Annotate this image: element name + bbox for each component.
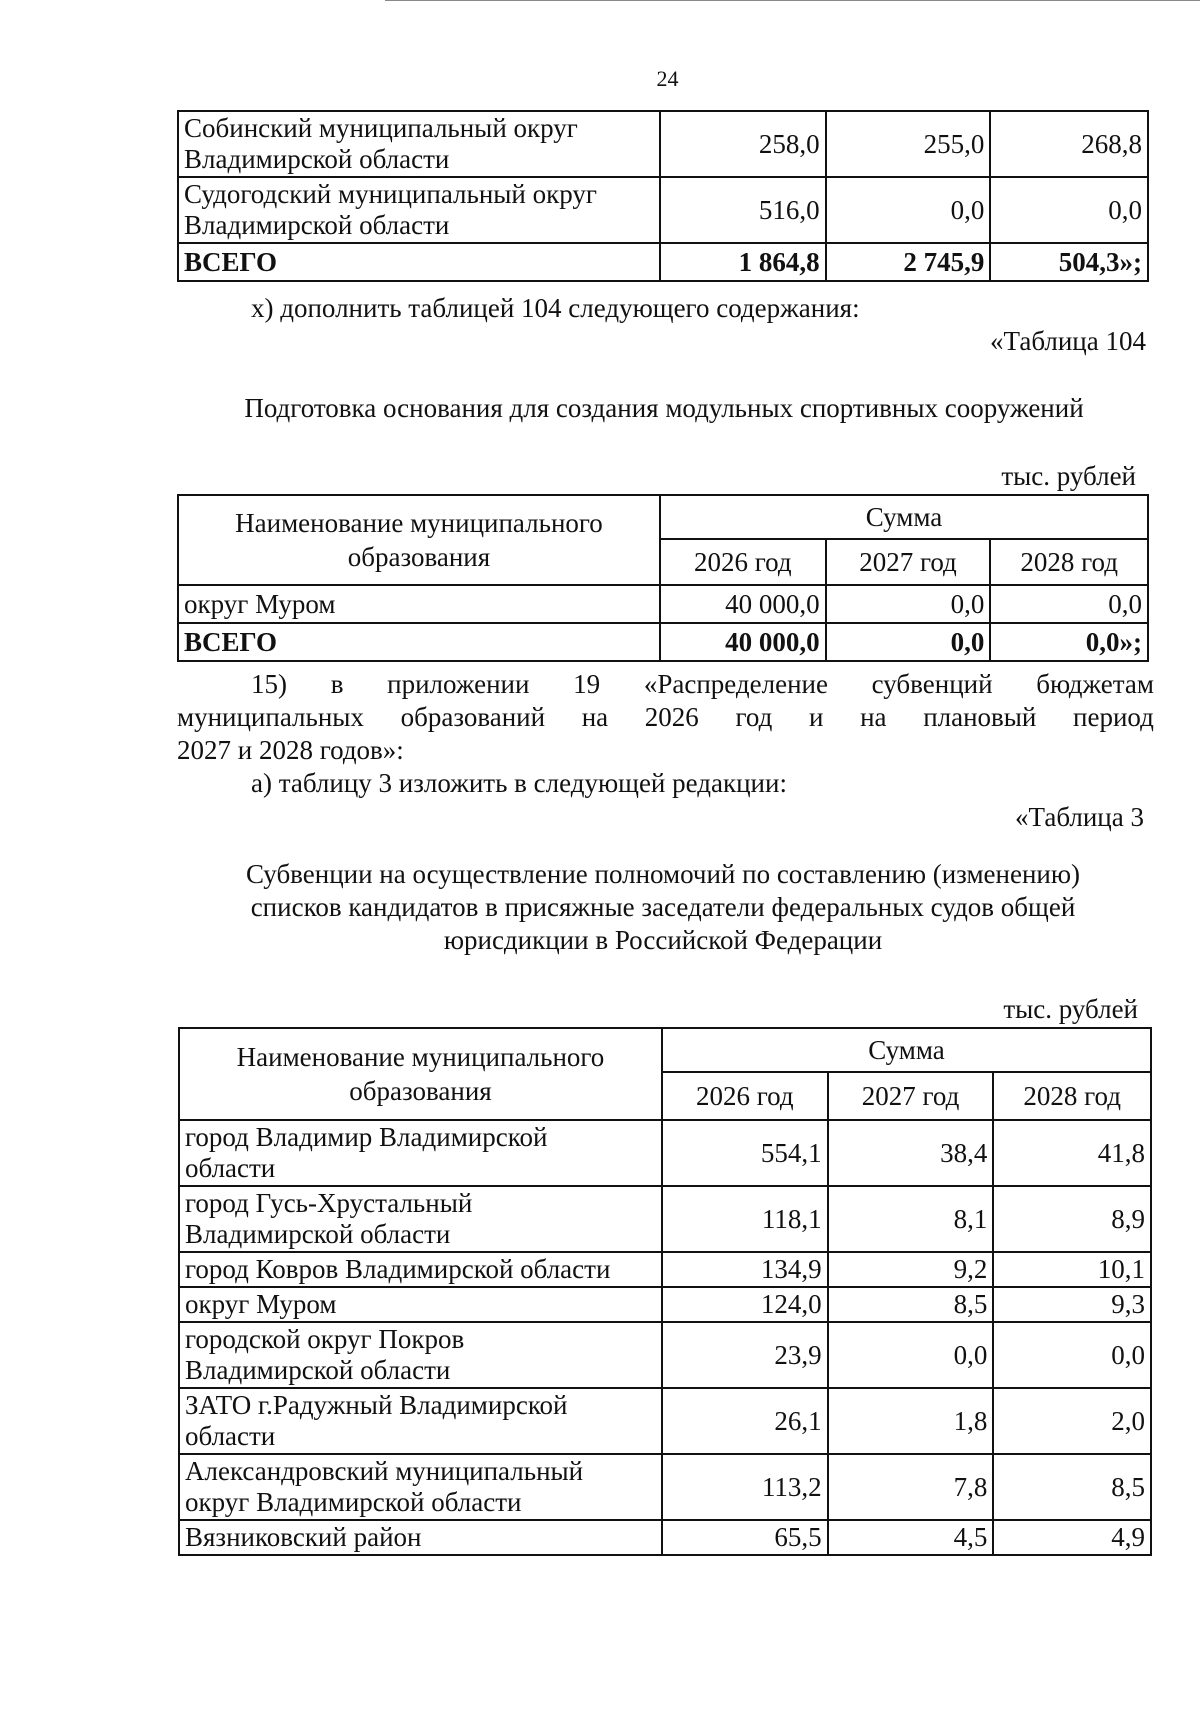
row-name-line: ЗАТО г.Радужный Владимирской	[185, 1390, 568, 1420]
value-2028: 0,0	[993, 1322, 1151, 1388]
header-year: 2026 год	[660, 539, 826, 585]
item-15-line-1	[251, 668, 1154, 700]
header-sum: Сумма	[660, 495, 1148, 539]
word: в	[330, 669, 344, 699]
row-name-line: области	[185, 1421, 276, 1451]
table-continued	[177, 110, 1149, 282]
row-name-line: Владимирской области	[184, 210, 450, 240]
value-2028: 268,8	[990, 111, 1148, 177]
word: на	[581, 702, 609, 732]
item-x-text: х) дополнить таблицей 104 следующего содержания:	[251, 293, 860, 323]
row-name-line: Владимирской области	[185, 1219, 451, 1249]
header-name-line: образования	[349, 1076, 492, 1106]
header-year: 2028 год	[990, 539, 1148, 585]
value-2026: 554,1	[662, 1120, 828, 1186]
table-3	[178, 1027, 1152, 1556]
header-row	[178, 495, 1148, 539]
table-row	[178, 111, 1148, 177]
value-2028: 0,0	[990, 585, 1148, 623]
header-year: 2027 год	[828, 1072, 994, 1120]
row-name-line: городской округ Покров	[185, 1324, 465, 1354]
page-number: 24	[656, 66, 679, 91]
value-2026: 113,2	[662, 1454, 828, 1520]
value-2027: 38,4	[828, 1120, 994, 1186]
header-name-line: образования	[347, 542, 491, 572]
row-name-line: город Гусь-Хрустальный	[185, 1188, 473, 1218]
row-name-line: Владимирской области	[184, 144, 450, 174]
word: 19	[573, 669, 601, 699]
value-2026: 26,1	[662, 1388, 828, 1454]
value-2027: 9,2	[828, 1252, 994, 1287]
value-2027: 8,1	[828, 1186, 994, 1252]
value-2026: 23,9	[662, 1322, 828, 1388]
table-row	[179, 1520, 1151, 1555]
item-15-sub-a: а) таблицу 3 изложить в следующей редакции:	[251, 768, 787, 798]
value-2027: 7,8	[828, 1454, 994, 1520]
value-2026: 65,5	[662, 1520, 828, 1555]
word: приложении	[387, 669, 530, 699]
value-2027: 255,0	[826, 111, 991, 177]
word: бюджетам	[1036, 669, 1154, 699]
value-2026: 134,9	[662, 1252, 828, 1287]
item-15-line-2	[177, 701, 1154, 733]
table104-units: тыс. рублей	[1001, 461, 1136, 491]
word: на	[860, 702, 887, 732]
row-name-line: Собинский муниципальный округ	[184, 113, 578, 143]
value-2026: 516,0	[660, 177, 826, 243]
total-2028: 504,3»;	[990, 243, 1148, 281]
value-2028: 8,9	[993, 1186, 1151, 1252]
row-name-line: Александровский муниципальный	[185, 1456, 584, 1486]
word: год	[735, 702, 773, 732]
table104-label: «Таблица 104	[990, 326, 1146, 356]
header-sum: Сумма	[662, 1028, 1151, 1072]
table-row	[178, 585, 1148, 623]
row-name-line: город Ковров Владимирской области	[179, 1252, 662, 1287]
table-row	[179, 1252, 1151, 1287]
value-2026: 124,0	[662, 1287, 828, 1322]
header-year: 2027 год	[826, 539, 991, 585]
word: муниципальных	[177, 702, 364, 732]
table-row	[179, 1287, 1151, 1322]
row-name-line: области	[185, 1153, 276, 1183]
word: и	[808, 702, 824, 732]
total-label: ВСЕГО	[178, 243, 660, 281]
header-name-line: Наименование муниципального	[235, 508, 603, 538]
header-name-cell	[178, 495, 660, 585]
header-name-line: Наименование муниципального	[236, 1042, 605, 1072]
row-name-line: Владимирской области	[185, 1355, 451, 1385]
row-name: округ Муром	[178, 585, 660, 623]
table3-title-line: Субвенции на осуществление полномочий по составлению (изменению)	[245, 859, 1081, 889]
header-year: 2026 год	[662, 1072, 828, 1120]
value-2027: 8,5	[828, 1287, 994, 1322]
row-name-line: округ Владимирской области	[185, 1487, 522, 1517]
table3-title-line: юрисдикции в Российской Федерации	[443, 925, 883, 955]
total-2028: 0,0»;	[990, 623, 1148, 661]
row-name-line: город Владимир Владимирской	[185, 1122, 548, 1152]
table-row	[178, 177, 1148, 243]
word: субвенций	[871, 669, 993, 699]
table3-label: «Таблица 3	[1015, 802, 1144, 832]
word: период	[1073, 702, 1154, 732]
row-name-line: Судогодский муниципальный округ	[184, 179, 597, 209]
item-15-line-3: 2027 и 2028 годов»:	[177, 735, 404, 765]
word: образований	[400, 702, 546, 732]
total-row	[178, 243, 1148, 281]
value-2028: 8,5	[993, 1454, 1151, 1520]
value-2027: 0,0	[826, 585, 991, 623]
top-rule	[385, 0, 1200, 1]
value-2028: 10,1	[993, 1252, 1151, 1287]
row-name-line: округ Муром	[179, 1287, 662, 1322]
table-row	[179, 1186, 1151, 1252]
table-row	[179, 1322, 1151, 1388]
total-2026: 40 000,0	[660, 623, 826, 661]
word: 2026	[644, 702, 699, 732]
word: плановый	[923, 702, 1037, 732]
table-row	[179, 1454, 1151, 1520]
value-2027: 0,0	[828, 1322, 994, 1388]
row-name-line: Вязниковский район	[179, 1520, 662, 1555]
value-2027: 0,0	[826, 177, 991, 243]
header-year: 2028 год	[993, 1072, 1151, 1120]
header-name-cell	[179, 1028, 662, 1120]
table-104	[177, 494, 1149, 662]
total-label: ВСЕГО	[178, 623, 660, 661]
table3-title-line: списков кандидатов в присяжные заседатели федеральных судов общей	[250, 892, 1076, 922]
value-2028: 0,0	[990, 177, 1148, 243]
value-2026: 118,1	[662, 1186, 828, 1252]
total-2027: 2 745,9	[826, 243, 991, 281]
total-2026: 1 864,8	[660, 243, 826, 281]
total-row	[178, 623, 1148, 661]
table3-units: тыс. рублей	[1003, 994, 1138, 1024]
word: «Распределение	[643, 669, 828, 699]
value-2026: 40 000,0	[660, 585, 826, 623]
value-2028: 9,3	[993, 1287, 1151, 1322]
value-2026: 258,0	[660, 111, 826, 177]
table104-title: Подготовка основания для создания модульных спортивных сооружений	[244, 393, 1084, 423]
total-2027: 0,0	[826, 623, 991, 661]
header-row	[179, 1028, 1151, 1072]
value-2028: 2,0	[993, 1388, 1151, 1454]
table-row	[179, 1120, 1151, 1186]
table-row	[179, 1388, 1151, 1454]
word: 15)	[251, 669, 287, 699]
value-2028: 4,9	[993, 1520, 1151, 1555]
value-2028: 41,8	[993, 1120, 1151, 1186]
value-2027: 4,5	[828, 1520, 994, 1555]
value-2027: 1,8	[828, 1388, 994, 1454]
